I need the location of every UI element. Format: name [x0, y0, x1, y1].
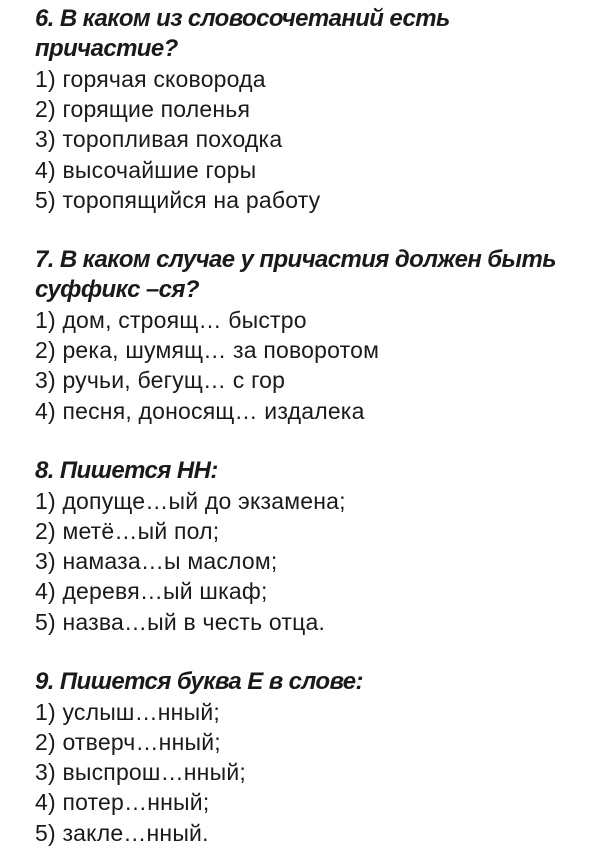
answer-option: 5) закле…нный. [35, 819, 209, 846]
answer-option: 4) потер…нный; [35, 789, 210, 816]
question-6 [35, 4, 595, 215]
answer-options [35, 486, 595, 637]
answer-option: 2) отверч…нный; [35, 729, 221, 756]
answer-option: 5) назва…ый в честь отца. [35, 608, 326, 635]
answer-option: 4) песня, доносящ… издалека [35, 397, 365, 424]
answer-option: 1) услыш…нный; [35, 698, 220, 725]
question-title: 8. Пишется НН: [35, 456, 218, 484]
question-title: 9. Пишется буква Е в слове: [35, 667, 363, 695]
answer-option: 4) высочайшие горы [35, 156, 257, 183]
question-9 [35, 667, 595, 848]
answer-option: 3) ручьи, бегущ… с гор [35, 367, 286, 394]
quiz-document [35, 4, 595, 848]
spacer [35, 215, 595, 245]
answer-options [35, 697, 595, 848]
spacer [35, 426, 595, 456]
answer-option: 2) река, шумящ… за поворотом [35, 337, 380, 364]
answer-option: 1) горячая сковорода [35, 66, 266, 92]
answer-option: 2) горящие поленья [35, 96, 251, 123]
answer-option: 4) деревя…ый шкаф; [35, 578, 268, 605]
answer-option: 1) дом, строящ… быстро [35, 307, 307, 334]
answer-option: 3) торопливая походка [35, 126, 283, 153]
question-8 [35, 456, 595, 637]
answer-option: 2) метё…ый пол; [35, 518, 220, 545]
answer-options [35, 64, 595, 215]
answer-option: 5) торопящийся на работу [35, 186, 321, 213]
spacer [35, 637, 595, 667]
question-7 [35, 245, 595, 426]
answer-options [35, 305, 595, 426]
answer-option: 3) намаза…ы маслом; [35, 548, 278, 575]
answer-option: 3) выспрош…нный; [35, 759, 246, 786]
answer-option: 1) допуще…ый до экзамена; [35, 487, 346, 514]
question-title: 7. В каком случае у причастия должен быть суффикс –ся? [35, 246, 556, 304]
question-title: 6. В каком из словосочетаний есть причастие? [35, 5, 450, 62]
